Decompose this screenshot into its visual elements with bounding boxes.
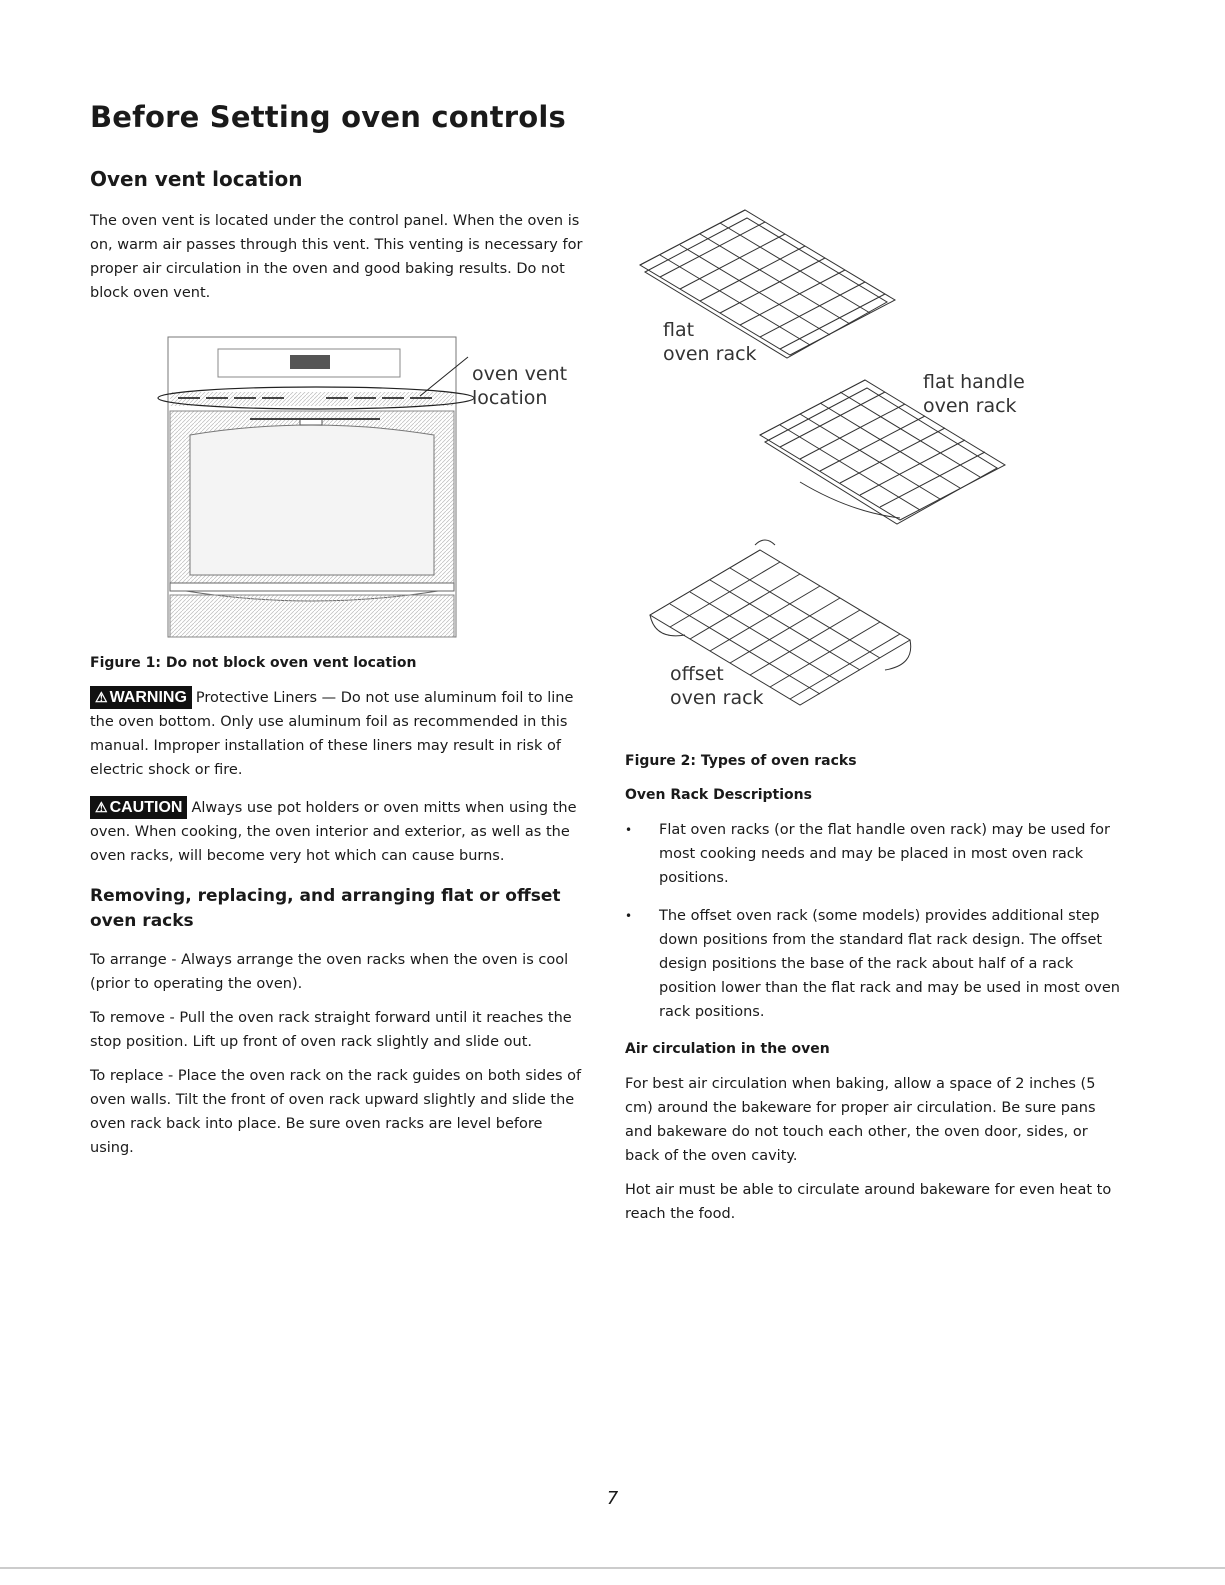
oven-vent-label: oven vent location	[472, 363, 568, 409]
figure-2-caption: Figure 2: Types of oven racks	[625, 753, 857, 769]
air-circulation-text-2: Hot air must be able to circulate around bakeware for even heat to reach the food.	[625, 1182, 1112, 1222]
caution-triangle-icon: ⚠	[95, 799, 108, 815]
right-column	[625, 750, 1125, 1236]
figure-1-caption: Figure 1: Do not block oven vent location	[90, 655, 417, 671]
caution-badge	[90, 796, 187, 819]
page-number: 7	[606, 1488, 619, 1509]
list-item: • Flat oven racks (or the flat handle oven rack) may be used for most cooking needs and may be placed in most oven rack positions.	[625, 818, 1125, 890]
vent-heading: Oven vent location	[90, 167, 303, 191]
warning-badge	[90, 686, 192, 709]
page-title: Before Setting oven controls	[90, 100, 566, 134]
caution-badge-label: CAUTION	[109, 799, 183, 816]
arrange-text: To arrange - Always arrange the oven racks when the oven is cool (prior to operating the oven).	[90, 952, 569, 992]
warning-paragraph	[90, 686, 590, 782]
rack-descriptions-heading: Oven Rack Descriptions	[625, 787, 812, 803]
warning-text: Protective Liners — Do not use aluminum foil to line the oven bottom. Only use aluminum foil as recommended in this manual. Improper installation of these liners may result in risk of electric shock or fire.	[90, 690, 574, 778]
warning-triangle-icon: ⚠	[95, 689, 108, 705]
warning-badge-label: WARNING	[109, 689, 187, 706]
left-column	[90, 167, 590, 1170]
rack-descriptions-list	[625, 818, 1125, 1024]
vent-body: The oven vent is located under the control panel. When the oven is on, warm air passes through this vent. This venting is necessary for proper air circulation in the oven and good baking results. Do not block oven vent.	[90, 213, 583, 301]
bottom-divider	[0, 1567, 1225, 1569]
racks-heading: Removing, replacing, and arranging flat or offset oven racks	[90, 886, 561, 931]
caution-paragraph	[90, 796, 590, 868]
list-item: • The offset oven rack (some models) provides additional step down positions from the standard flat rack design. The offset design positions the base of the rack about half of a rack position lower than the flat rack and may be used in most oven rack positions.	[625, 904, 1125, 1024]
air-circulation-heading: Air circulation in the oven	[625, 1041, 830, 1057]
replace-text: To replace - Place the oven rack on the rack guides on both sides of oven walls. Tilt the front of oven rack upward slightly and slide the oven rack back into place. Be sure oven racks are level before using.	[90, 1068, 582, 1156]
offset-rack-label: offset oven rack	[670, 663, 764, 709]
flat-rack-label: flat oven rack	[663, 319, 757, 365]
remove-text: To remove - Pull the oven rack straight forward until it reaches the stop position. Lift up front of oven rack slightly and slide out.	[90, 1010, 572, 1050]
air-circulation-text-1: For best air circulation when baking, allow a space of 2 inches (5 cm) around the bakeware for proper air circulation. Be sure pans and bakeware do not touch each other, the oven door, sides, or back of the oven cavity.	[625, 1076, 1096, 1164]
caution-text: Always use pot holders or oven mitts when using the oven. When cooking, the oven interior and exterior, as well as the oven racks, will become very hot which can cause burns.	[90, 800, 577, 864]
flat-handle-rack-label: flat handle oven rack	[923, 371, 1025, 417]
oven-vent-figure	[90, 335, 570, 640]
oven-racks-figure	[625, 200, 1125, 745]
